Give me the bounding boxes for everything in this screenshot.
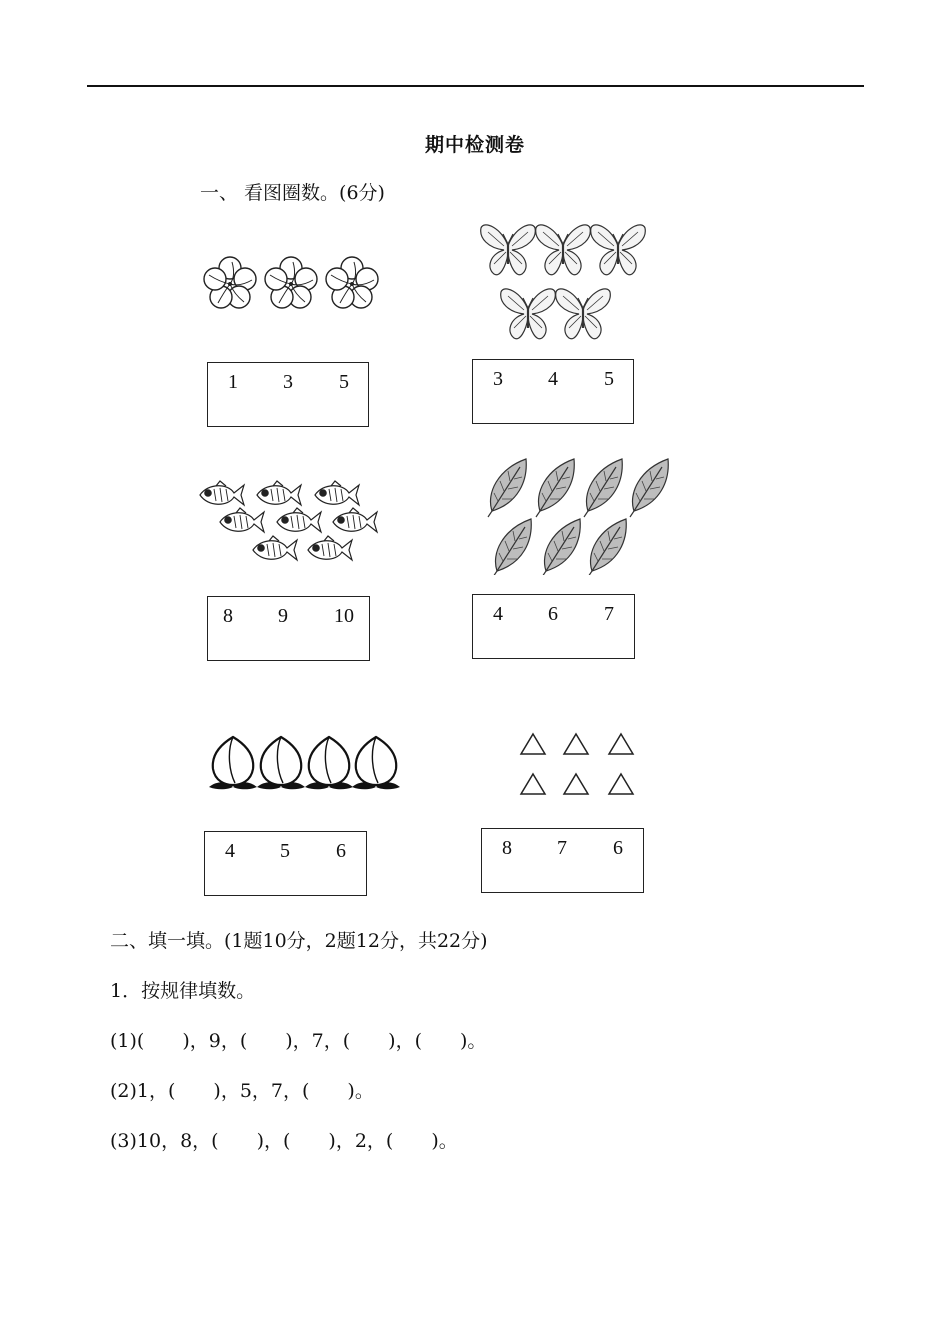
peaches-picture [205, 735, 400, 795]
number-option[interactable]: 5 [339, 371, 349, 393]
fish-picture [195, 478, 380, 570]
header-rule [87, 85, 864, 87]
leaf-icon [493, 519, 531, 575]
leaves-number-box [472, 594, 635, 659]
number-option[interactable]: 6 [548, 603, 558, 625]
butterfly-icon [481, 225, 536, 275]
number-option[interactable]: 5 [280, 840, 290, 862]
number-option[interactable]: 5 [604, 368, 614, 390]
number-option[interactable]: 4 [493, 603, 503, 625]
number-option[interactable]: 3 [493, 368, 503, 390]
butterfly-icon [556, 289, 611, 339]
leaf-icon [584, 459, 622, 517]
sequence-line-1[interactable]: (1)( )，9，( )，7，( )，( )。 [110, 1030, 487, 1052]
fish-icon [253, 536, 297, 560]
section1-heading: 一、 看图圈数。(6分) [200, 182, 385, 204]
fish-number-box [207, 596, 370, 661]
butterfly-icon [501, 289, 556, 339]
triangle-icon [609, 734, 633, 754]
number-option[interactable]: 10 [334, 605, 354, 627]
fish-icon [333, 508, 377, 532]
section2-heading: 二、填一填。(1题10分，2题12分，共22分) [110, 930, 488, 952]
number-option[interactable]: 9 [278, 605, 288, 627]
leaf-icon [588, 519, 626, 575]
number-option[interactable]: 7 [604, 603, 614, 625]
fish-icon [308, 536, 352, 560]
flowers-picture [198, 253, 388, 313]
number-option[interactable]: 8 [223, 605, 233, 627]
sequence-line-3[interactable]: (3)10，8，( )，( )，2，( )。 [110, 1130, 458, 1152]
flowers-number-box [207, 362, 369, 427]
leaf-icon [536, 459, 574, 517]
triangles-picture [512, 728, 642, 800]
peach-icon [352, 737, 400, 789]
number-option[interactable]: 6 [336, 840, 346, 862]
fish-icon [257, 481, 301, 505]
fish-icon [220, 508, 264, 532]
leaf-icon [542, 519, 580, 575]
leaves-picture [480, 455, 685, 575]
question-1-label: 1．按规律填数。 [110, 980, 256, 1002]
butterflies-picture [478, 222, 653, 347]
fish-icon [315, 481, 359, 505]
number-option[interactable]: 4 [225, 840, 235, 862]
peach-icon [305, 737, 353, 789]
page-title: 期中检测卷 [424, 134, 525, 156]
butterflies-number-box [472, 359, 634, 424]
fish-icon [200, 481, 244, 505]
triangle-icon [521, 774, 545, 794]
peach-icon [257, 737, 305, 789]
number-option[interactable]: 4 [548, 368, 558, 390]
triangle-icon [564, 734, 588, 754]
fish-icon [277, 508, 321, 532]
number-option[interactable]: 8 [502, 837, 512, 859]
triangle-icon [564, 774, 588, 794]
peaches-number-box [204, 831, 367, 896]
sequence-line-2[interactable]: (2)1，( )，5，7，( )。 [110, 1080, 374, 1102]
flower-icon [326, 257, 378, 308]
flower-icon [265, 257, 317, 308]
triangles-number-box [481, 828, 644, 893]
leaf-icon [488, 459, 526, 517]
butterfly-icon [536, 225, 591, 275]
triangle-icon [609, 774, 633, 794]
triangle-icon [521, 734, 545, 754]
butterfly-icon [591, 225, 646, 275]
peach-icon [209, 737, 257, 789]
number-option[interactable]: 1 [228, 371, 238, 393]
number-option[interactable]: 6 [613, 837, 623, 859]
number-option[interactable]: 3 [283, 371, 293, 393]
flower-icon [204, 257, 256, 308]
leaf-icon [630, 459, 668, 517]
number-option[interactable]: 7 [557, 837, 567, 859]
